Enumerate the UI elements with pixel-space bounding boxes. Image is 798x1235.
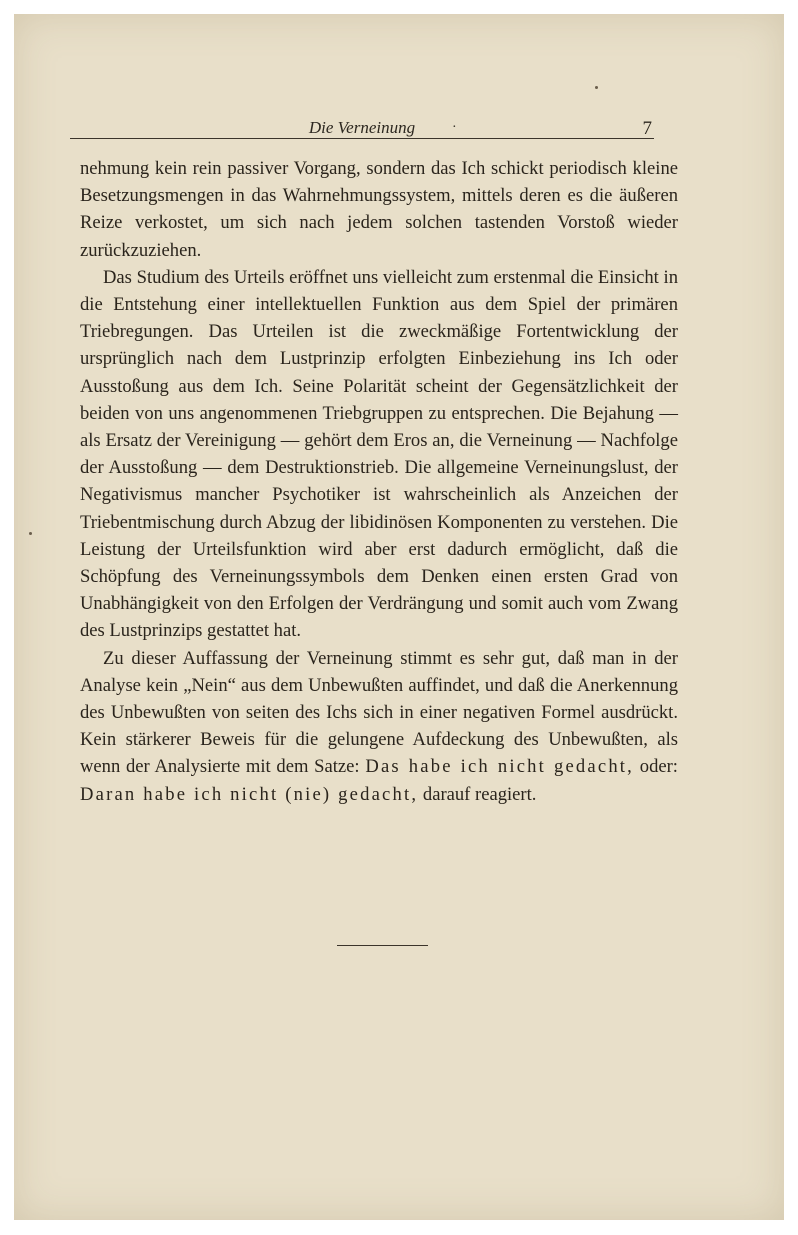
emphasized-quote-2: Daran habe ich nicht (nie) gedacht, <box>80 783 419 805</box>
paragraph-3 <box>80 645 678 808</box>
paragraph-3-end: darauf reagiert. <box>422 783 537 805</box>
body-text <box>80 155 678 808</box>
paragraph-3-oder: oder: <box>639 756 678 778</box>
speck-mark <box>29 532 32 535</box>
running-header <box>70 104 654 139</box>
end-rule <box>337 945 428 946</box>
paragraph-2: Das Studium des Urteils eröffnet uns vielleicht zum erstenmal die Einsicht in die Entstehung einer intellektuellen Funktion aus dem Spiel der primären Triebregungen. Das Urteilen ist die zweckmäßige Fortentwicklung der ursprünglich nach dem Lustprinzip erfolgten Einbeziehung ins Ich oder Ausstoßung aus dem Ich. Seine Polarität scheint der Gegensätzlichkeit der beiden von uns angenommenen Triebgruppen zu entsprechen. Die Bejahung — als Ersatz der Vereinigung — gehört dem Eros an, die Verneinung — Nachfolge der Ausstoßung — dem Destruktionstrieb. Die allgemeine Verneinungslust, der Negativismus mancher Psychotiker ist wahrscheinlich als Anzeichen der Triebentmischung durch Abzug der libidinösen Komponenten zu verstehen. Die Leistung der Urteilsfunktion wird aber erst dadurch ermöglicht, daß die Schöpfung des Verneinungssymbols dem Denken einen ersten Grad von Unabhängigkeit von den Erfolgen der Verdrängung und somit auch vom Zwang des Lustprinzips gestattet hat. <box>80 266 678 642</box>
page-number: 7 <box>642 118 652 139</box>
speck-mark <box>595 86 598 89</box>
header-separator-dot: · <box>452 120 457 135</box>
paragraph-1: nehmung kein rein passiver Vorgang, sondern das Ich schickt periodisch kleine Besetzungsmengen in das Wahrnehmungssystem, mittels deren es die äußeren Reize verkostet, um sich nach jedem solchen tastenden Vorstoß wieder zurückzuziehen. <box>80 158 678 261</box>
running-header-title: Die Verneinung <box>308 118 416 137</box>
paragraph-3-text: Zu dieser Auffassung der Verneinung stimmt es sehr gut, daß man in der Analyse kein „Nein“ aus dem Unbewußten auffindet, und daß die Anerkennung des Unbewußten von seiten des Ichs sich in einer negativen Formel ausdrückt. Kein stärkerer Beweis für die gelungene Aufdeckung des Unbewußten, als wenn der Analysierte mit dem Satze: <box>80 647 678 778</box>
emphasized-quote-1: Das habe ich nicht gedacht, <box>365 756 635 778</box>
